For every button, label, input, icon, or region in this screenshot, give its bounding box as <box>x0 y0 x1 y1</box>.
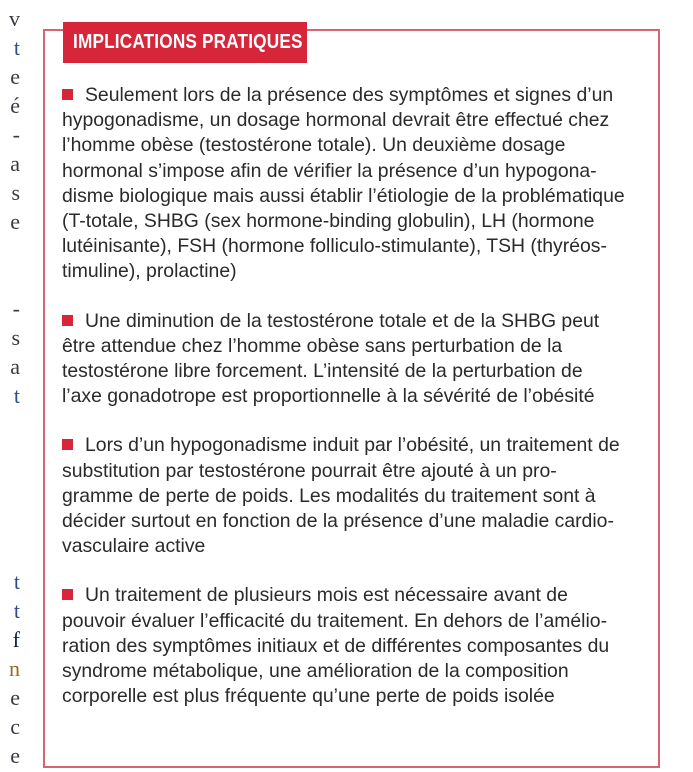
list-item <box>62 433 652 559</box>
item-line: l’homme obèse (testostérone totale). Un deuxième dosage <box>62 134 566 157</box>
item-line: Seulement lors de la présence des symptômes et signes d’un <box>85 84 614 106</box>
square-bullet-icon <box>62 89 73 100</box>
square-bullet-icon <box>62 315 73 326</box>
edge-letter: v <box>9 6 20 31</box>
item-line: substitution par testostérone pourrait être ajouté à un pro- <box>62 459 557 482</box>
edge-letter: t <box>13 569 20 594</box>
edge-letter: t <box>13 383 20 408</box>
item-line: pouvoir évaluer l’efficacité du traitement. En dehors de l’amélio- <box>62 609 608 632</box>
item-line: décider surtout en fonction de la présence d’une maladie cardio- <box>62 510 614 533</box>
item-line: Lors d’un hypogonadisme induit par l’obésité, un traitement de <box>85 434 620 457</box>
item-line: hypogonadisme, un dosage hormonal devrait être effectué chez <box>62 109 610 132</box>
edge-letter: t <box>13 35 20 60</box>
box-title-badge <box>63 22 307 63</box>
edge-letter: s <box>11 180 20 205</box>
implications-list <box>62 83 652 709</box>
item-line: Un traitement de plusieurs mois est nécessaire avant de <box>85 584 568 607</box>
edge-letter: e <box>10 743 20 768</box>
item-line: lutéinisante), FSH (hormone folliculo-stimulante), TSH (thyréos- <box>62 235 607 258</box>
edge-letter: c <box>10 714 20 739</box>
item-line: (T-totale, SHBG (sex hormone-binding globulin), LH (hormone <box>62 210 595 233</box>
edge-letter: - <box>12 296 20 321</box>
item-line: disme biologique mais aussi établir l’étiologie de la problématique <box>62 184 625 207</box>
item-line: syndrome métabolique, une amélioration de la composition <box>62 660 569 683</box>
edge-letter: é <box>10 93 20 118</box>
edge-letter: t <box>13 598 20 623</box>
item-line: corporelle est plus fréquente qu’une perte de poids isolée <box>62 685 555 708</box>
item-line: ration des symptômes initiaux et de différentes composantes du <box>62 634 610 657</box>
item-line: gramme de perte de poids. Les modalités du traitement sont à <box>62 484 596 507</box>
adjacent-column-fragment <box>0 0 22 772</box>
box-title: IMPLICATIONS PRATIQUES <box>73 31 303 53</box>
edge-letter: s <box>11 325 20 350</box>
list-item <box>62 583 652 709</box>
item-line: l’axe gonadotrope est proportionnelle à la sévérité de l’obésité <box>62 385 595 408</box>
list-item <box>62 83 652 285</box>
edge-letter: e <box>10 64 20 89</box>
edge-letter: e <box>10 209 20 234</box>
item-line: hormonal s’impose afin de vérifier la présence d’un hypogona- <box>62 159 597 182</box>
square-bullet-icon <box>62 589 73 600</box>
item-line: timuline), prolactine) <box>62 260 237 283</box>
item-line: être attendue chez l’homme obèse sans perturbation de la <box>62 334 563 357</box>
edge-letter: a <box>10 354 20 379</box>
edge-letter: e <box>10 685 20 710</box>
edge-letter: a <box>10 151 20 176</box>
square-bullet-icon <box>62 439 73 450</box>
list-item <box>62 309 652 410</box>
edge-letter: f <box>12 627 20 652</box>
item-line: Une diminution de la testostérone totale et de la SHBG peut <box>85 309 600 332</box>
edge-letter: - <box>12 122 20 147</box>
edge-letter: n <box>9 656 20 681</box>
item-line: vasculaire active <box>62 535 206 558</box>
item-line: testostérone libre forcement. L’intensité de la perturbation de <box>62 360 583 383</box>
